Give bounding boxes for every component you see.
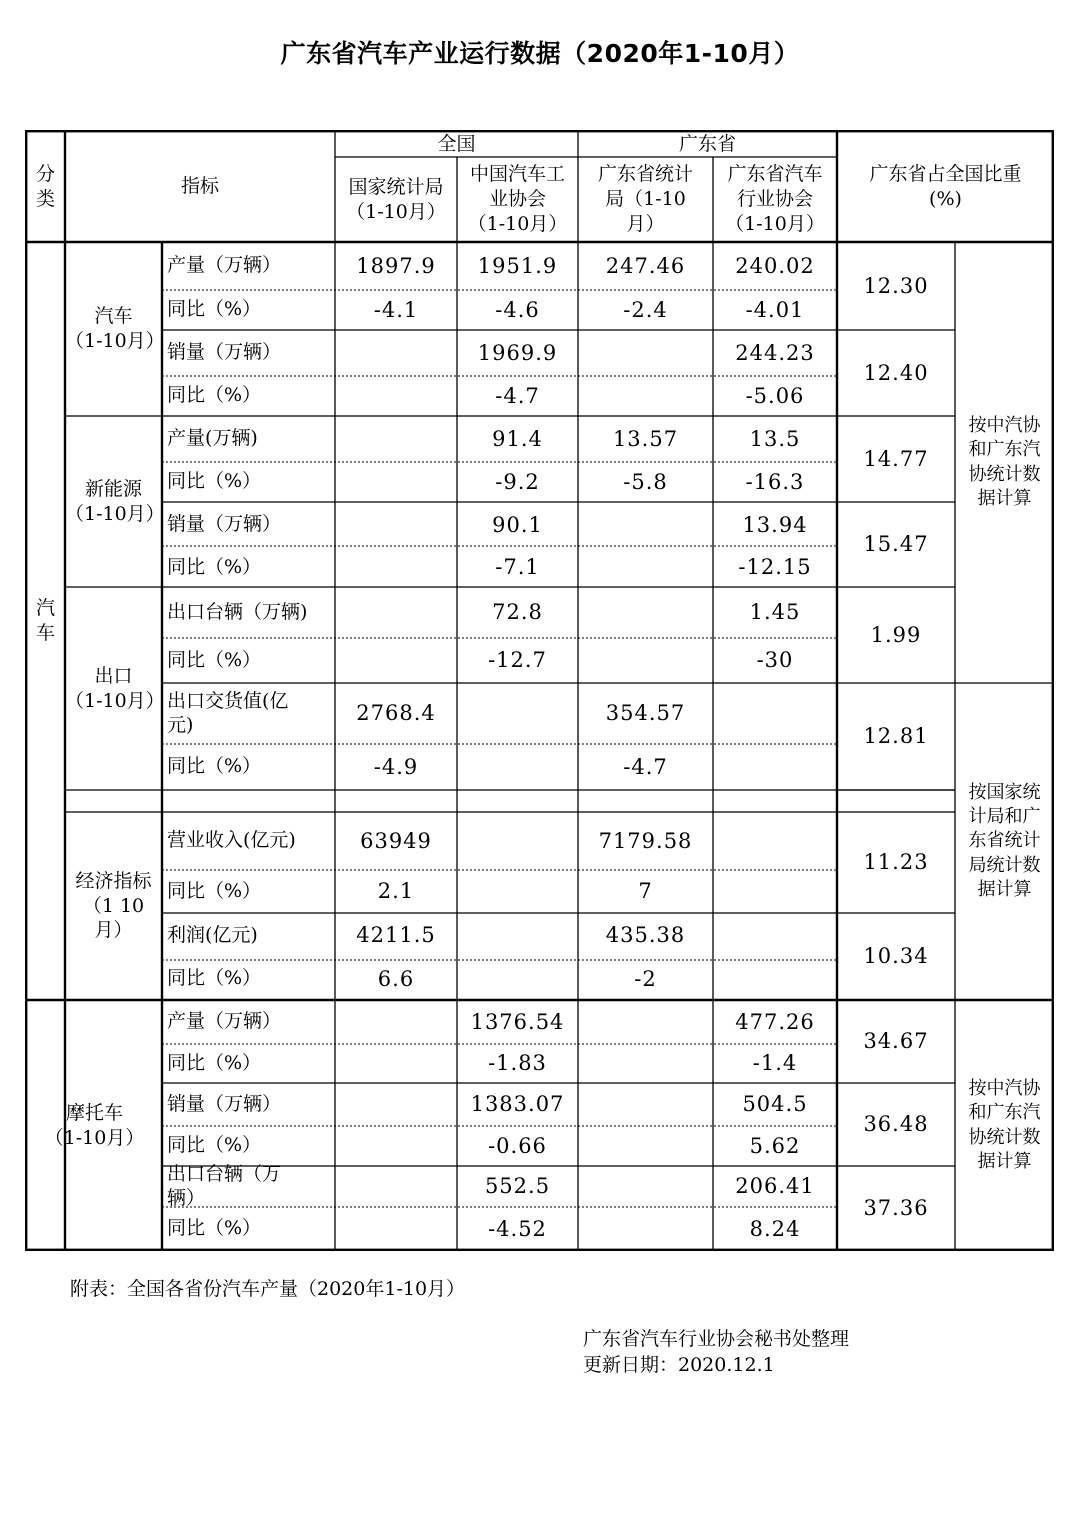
ratio-cell: 12.81 <box>863 724 929 749</box>
table-cell-gds <box>578 1000 713 1044</box>
organizer-note: 广东省汽车行业协会秘书处整理 <box>583 1328 850 1350</box>
row-label: 同比（%） <box>167 555 262 578</box>
update-date: 更新日期：2020.12.1 <box>583 1354 775 1376</box>
table-cell-caam: 72.8 <box>492 600 543 625</box>
row-label: 销量（万辆） <box>167 341 282 364</box>
header-col-nbs: 国家统计局 （1-10月） <box>346 175 446 223</box>
table-cell-nbs: 4211.5 <box>356 923 436 948</box>
row-label: 销量（万辆） <box>167 1092 282 1115</box>
ratio-cell: 14.77 <box>863 446 929 471</box>
table-cell-gds <box>578 330 713 376</box>
row-label: 同比（%） <box>167 470 262 493</box>
table-cell-gda <box>713 683 837 744</box>
row-label: 销量（万辆） <box>167 513 282 536</box>
row-label: 出口台辆（万辆) <box>167 600 308 623</box>
table-cell-nbs <box>335 638 457 683</box>
table-cell-caam: 552.5 <box>484 1174 551 1199</box>
table-cell-caam: -7.1 <box>495 555 540 580</box>
table-cell-gda: -12.15 <box>738 555 812 580</box>
table-cell-gda: 1.45 <box>749 600 801 625</box>
appendix-note: 附表：全国各省份汽车产量（2020年1-10月） <box>70 1278 466 1300</box>
table-cell-gds: -4.7 <box>623 754 668 779</box>
row-label: 产量(万辆) <box>167 427 258 450</box>
table-cell-caam: 1969.9 <box>477 340 558 365</box>
note-caam-car: 按中汽协 和广东汽 协统计数 据计算 <box>968 414 1041 509</box>
ratio-cell: 34.67 <box>863 1029 929 1054</box>
header-indicator: 指标 <box>180 175 219 198</box>
table-cell-nbs: 2768.4 <box>356 701 436 726</box>
table-cell-gda: 13.5 <box>749 426 801 451</box>
group-economic: 经济指标 （1 10 月） <box>75 869 152 942</box>
table-cell-gda <box>713 913 837 958</box>
table-cell-caam: -4.52 <box>488 1216 547 1241</box>
page-title: 广东省汽车产业运行数据（2020年1-10月） <box>280 39 800 68</box>
table-cell-gda: 244.23 <box>735 340 815 365</box>
header-category: 分 类 <box>35 162 55 210</box>
header-col-ratio: 广东省占全国比重 (%) <box>869 162 1022 210</box>
table-cell-gda: -16.3 <box>745 469 805 494</box>
row-label: 同比（%） <box>167 1217 262 1240</box>
table-cell-gda <box>713 870 837 913</box>
group-vehicle: 汽车 （1-10月） <box>65 305 165 352</box>
row-label: 同比（%） <box>167 384 262 407</box>
ratio-cell: 12.40 <box>863 360 929 385</box>
table-cell-gds <box>578 1044 713 1083</box>
table-cell-caam: -1.83 <box>488 1051 547 1076</box>
table-cell-gda <box>713 812 837 870</box>
table-cell-gds: 13.57 <box>612 426 679 451</box>
table-cell-caam: -4.7 <box>495 383 540 408</box>
table-cell-nbs: 6.6 <box>377 966 415 991</box>
row-label: 同比（%） <box>167 1134 262 1157</box>
table-cell-gds <box>578 502 713 548</box>
table-cell-caam: 90.1 <box>492 512 543 537</box>
row-label: 产量（万辆） <box>167 1010 282 1033</box>
header-col-caam: 中国汽车工 业协会 （1-10月） <box>467 163 568 235</box>
table-cell-caam: 1951.9 <box>477 253 558 278</box>
table-cell-nbs <box>335 587 457 638</box>
row-label: 同比（%） <box>167 1051 262 1074</box>
table-cell-gda: -1.4 <box>752 1051 798 1076</box>
row-label: 同比（%） <box>167 298 262 321</box>
table-cell-gds: -5.8 <box>623 469 668 494</box>
table-cell-nbs <box>335 416 457 462</box>
table-cell-gds <box>578 638 713 683</box>
ratio-cell: 1.99 <box>870 622 922 647</box>
table-cell-caam <box>457 744 578 790</box>
table-cell-gds: -2.4 <box>623 297 668 322</box>
row-label: 出口台辆（万 辆） <box>167 1162 282 1209</box>
table-cell-gds: 7 <box>638 879 653 904</box>
category-motorcycle: 摩托车 （1-10月） <box>44 1101 145 1149</box>
table-cell-gds <box>578 376 713 416</box>
table-cell-gda <box>713 744 837 790</box>
table-cell-caam: 1383.07 <box>470 1092 565 1117</box>
table-cell-gda: 5.62 <box>749 1133 801 1158</box>
table-cell-gda: -30 <box>756 648 794 673</box>
row-label: 同比（%） <box>167 879 262 902</box>
table-cell-nbs: 1897.9 <box>356 253 436 278</box>
table-cell-gda <box>713 958 837 1000</box>
table-cell-gda: 477.26 <box>735 1009 815 1034</box>
row-label: 同比（%） <box>167 648 262 671</box>
note-nbs: 按国家统 计局和广 东省统计 局统计数 据计算 <box>968 781 1041 900</box>
table-cell-caam: 91.4 <box>492 426 543 451</box>
table-cell-caam: -4.6 <box>495 297 540 322</box>
table-cell-nbs <box>335 462 457 502</box>
table-cell-gds <box>578 1166 713 1207</box>
table-cell-nbs <box>335 1207 457 1251</box>
table-cell-caam <box>457 683 578 744</box>
table-cell-gds: 354.57 <box>605 701 686 726</box>
table-cell-nbs <box>335 1044 457 1083</box>
table-cell-gds <box>578 548 713 587</box>
row-label: 利润(亿元) <box>167 923 258 946</box>
ratio-cell: 36.48 <box>863 1112 929 1137</box>
table-cell-caam: -0.66 <box>488 1133 547 1158</box>
table-cell-nbs: -4.9 <box>373 754 419 779</box>
note-caam-moto: 按中汽协 和广东汽 协统计数 据计算 <box>968 1077 1041 1172</box>
table-cell-gds <box>578 1207 713 1251</box>
table-cell-nbs <box>335 502 457 548</box>
table-cell-nbs <box>335 548 457 587</box>
table-cell-nbs: 63949 <box>360 828 432 853</box>
table-cell-gds <box>578 587 713 638</box>
table-cell-caam: -12.7 <box>488 648 547 673</box>
table-cell-gda: -4.01 <box>745 297 805 322</box>
table-cell-nbs <box>335 1166 457 1207</box>
table-cell-caam <box>457 958 578 1000</box>
row-label: 同比（%） <box>167 755 262 778</box>
table-cell-caam <box>457 870 578 913</box>
table-cell-caam: 1376.54 <box>470 1009 565 1034</box>
ratio-cell: 37.36 <box>863 1196 929 1221</box>
table-cell-gds: 247.46 <box>605 253 686 278</box>
table-cell-gda: 8.24 <box>749 1216 801 1241</box>
row-label: 产量（万辆） <box>167 254 282 277</box>
table-cell-gds: 435.38 <box>605 923 686 948</box>
table-cell-caam <box>457 913 578 958</box>
category-car: 汽 车 <box>35 597 55 644</box>
table-cell-nbs <box>335 1083 457 1126</box>
header-guangdong: 广东省 <box>678 132 736 155</box>
table-cell-gds: 7179.58 <box>598 828 693 853</box>
table-cell-gds <box>578 1083 713 1126</box>
ratio-cell: 11.23 <box>863 850 929 875</box>
group-export: 出口 （1-10月） <box>65 664 165 712</box>
table-cell-nbs <box>335 1126 457 1166</box>
row-label: 同比（%） <box>167 967 262 990</box>
table-cell-nbs <box>335 1000 457 1044</box>
table-cell-gda: -5.06 <box>745 383 805 408</box>
table-cell-gds <box>578 1126 713 1166</box>
table-cell-gda: 504.5 <box>742 1092 808 1117</box>
table-cell-gda: 13.94 <box>742 512 808 537</box>
table-cell-nbs <box>335 376 457 416</box>
ratio-cell: 15.47 <box>863 532 929 557</box>
group-new-energy: 新能源 （1-10月） <box>65 477 165 525</box>
row-label: 出口交货值(亿 元) <box>167 689 289 736</box>
table-cell-caam <box>457 812 578 870</box>
table-cell-gds: -2 <box>634 966 657 991</box>
table-cell-nbs: -4.1 <box>373 297 419 322</box>
table-cell-nbs <box>335 330 457 376</box>
table-cell-nbs: 2.1 <box>377 879 415 904</box>
ratio-cell: 12.30 <box>863 273 929 298</box>
header-national: 全国 <box>437 132 476 155</box>
table-cell-gda: 206.41 <box>735 1174 815 1199</box>
header-col-gd-assoc: 广东省汽车 行业协会 （1-10月） <box>725 163 825 235</box>
header-col-gd-stat: 广东省统计 局（1-10 月） <box>597 163 693 235</box>
table-cell-caam: -9.2 <box>495 469 540 494</box>
table-cell-gda: 240.02 <box>735 253 815 278</box>
row-label: 营业收入(亿元) <box>167 829 296 852</box>
ratio-cell: 10.34 <box>863 944 929 969</box>
